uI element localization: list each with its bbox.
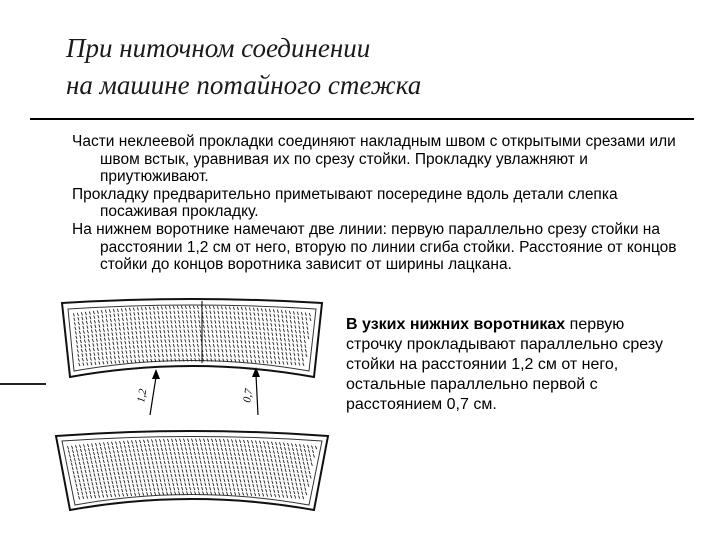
slide-title <box>66 30 686 104</box>
paragraph-2: Прокладку предварительно приметывают посередине вдоль детали слепка посаживая прокладку. <box>72 185 618 221</box>
dimension-label-right: 0,7 <box>241 387 256 404</box>
collar-bottom-outline <box>56 431 328 510</box>
arrow-right-line <box>256 375 258 415</box>
arrow-left-line <box>150 377 156 415</box>
side-note-rest: первую строчку прокладывают параллельно срезу стойки на расстоянии 1,2 см от него, остальные параллельно первой с расстоянием 0,7 см. <box>346 316 663 413</box>
paragraph-1: Части неклеевой прокладки соединяют накладным швом с открытыми срезами или швом встык, уравнивая их по срезу стойки. Прокладку увлажняют и приутюживают. <box>72 133 676 186</box>
side-note-bold: В узких нижних воротниках <box>346 316 566 333</box>
left-decor-rule <box>0 383 46 385</box>
title-divider <box>30 118 694 120</box>
title-line-2: на машине потайного стежка <box>66 70 422 100</box>
left-decor-bar <box>0 0 46 360</box>
paragraph-3: На нижнем воротнике намечают две линии: первую параллельно срезу стойки на расстоянии 1,2 см от него, вторую по линии сгиба стойки. Расстояние от концов стойки до концов воротника зависит от ширины лацкана. <box>72 220 677 274</box>
side-note <box>346 315 676 415</box>
collar-figure-top <box>52 295 332 421</box>
title-line-1: При ниточном соединении <box>66 33 371 63</box>
body-text <box>72 133 692 274</box>
arrow-left-head <box>152 369 160 379</box>
collar-figure-bottom <box>52 428 332 516</box>
dimension-label-left: 1,2 <box>135 387 150 404</box>
